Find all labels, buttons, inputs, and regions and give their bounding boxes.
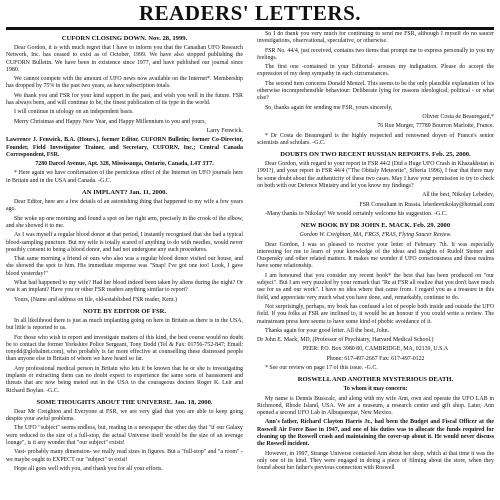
letter-heading: ROSWELL AND ANOTHER MYSTERIOUS DEATH. <box>297 376 454 384</box>
letter-address: PEER: P.O. Box 3980 80, CAMBRIDGE, MA, 02139, U.S.A <box>302 346 449 353</box>
note-paragraph: In all likelihood there is just as much implanting going on here in Britain as there is in the USA, but little is reported to us. <box>6 317 243 332</box>
letter-paragraph: Yours, (Name and address on file, old-established FSR reader, Kent.) <box>14 296 177 303</box>
letter-paragraph: The UFO "subject" seems endless, but, reading in a newspaper the other day that "if our Galaxy were reduced to the size of a full-stop, the actual Universe itself would be the size of an average lounge", is it any wonder that "our subject" exists! <box>6 425 243 447</box>
letter-paragraph: So, thanks again for sending me FSR, yours sincerely, <box>265 104 393 111</box>
letter-signature: Olivier Costa de Beauregard,* <box>422 113 494 120</box>
letter-signature: All the best, Nikolay Lebedev, <box>422 192 494 199</box>
letter-paragraph: That same morning a friend of ours who also was a regular blood donor visited our house, and she showed the spot to him. His immediate response was "Snap! I've got one too! Look, I gave blood yesterday!" <box>6 256 243 277</box>
letter-paragraph: Dear Editor, here are a few details of an astonishing thing that happened to my wife a few years ago. <box>6 199 243 213</box>
letter-paragraph: We cannot compete with the amount of UFO news now available on the Internet*. Membership has dropped by 75% in the past two years, as have subscription totals. <box>6 76 243 90</box>
letter-signature: Larry Fenwick. <box>206 127 243 134</box>
letter-paragraph: Thanks again for your good letter. All the best, John. <box>265 327 390 334</box>
note-heading: NOTE BY EDITOR OF FSR. <box>82 307 167 315</box>
letter-paragraph: Ann's father, Richard Clayton Harris Jr., had been the Budget and Fiscal Officer at the Roswell Air Force Base in 1947, and one of his duties was to allocate the funds required for cleaning up the Roswell crash and maintaining the cover-up about it. He would never discuss the Roswell incident. <box>257 419 494 448</box>
title-rule <box>6 27 494 30</box>
letter-paragraph: Vast- probably many dimension- we really read sizes in figures. But a "full-stop" and "a room" - we maybe ought to EXPECT our "subject" to exist! <box>6 449 243 463</box>
letter-paragraph: Hope all goes well with you, and thank you for all your efforts. <box>14 465 163 472</box>
letter-paragraph: What had happened to my wife? Had her blood indeed been taken by aliens during the night? Or was it an implant? Have you or other FSR readers anything similar to report? <box>6 280 243 294</box>
letter-paragraph: Dear Gordon, with regard to your report in FSR 44/2 (Did a Huge UFO Crash in Khazakhstan in 1991?), and your report in FSR 44/4 ("The Obitaly Meteorite", Siberia 1996), I fear that there may be some doubt about the authenticity of these two cases. May I have your permission to try to check on both with our Defence Ministry and let you know my findings? <box>257 161 494 190</box>
letter-paragraph: However, in 1997, Strange Universe contacted Ann about her shop, which at that time it was the only one of its kind. They were engaged in doing a piece of filming about the store, when they found about her father's previous connection with Roswell <box>257 450 494 472</box>
letter-paragraph: As I was myself a regular blood donor at that period, I instantly recognised that she had a typical blood-sampling puncture. But my wife is totally scared of anything to do with needles, would never possibly consent to being a blood donor, and had not undergone any such procedures. <box>6 232 243 253</box>
letter-paragraph: My name is Dennis Busscalc, and along with my wife Ann, own and operate the UFO LAB in Richmond, Rhode Island, USA. We are a museum, a research center and gift shop. Later, Ann opened a second UFO Lab in Albuquerque, New Mexico. <box>257 395 494 417</box>
letter-heading: CUFORN CLOSING DOWN. Nov. 28, 1999. <box>61 35 188 42</box>
letter-credentials: Lawrence J. Fenwick, B.A. (Hours.), former Editor, CUFORN Bulletin; former Co-Director, Founder, Field Investigator Trainer, and Secretary, CUFORN, Inc.; Central Canada Correspondent, FSR. <box>6 137 243 158</box>
letter-paragraph: I will continue in ufology on an independent basis. <box>14 109 134 116</box>
letter-paragraph: We thank you and FSR for your kind support in the past, and wish you well in the future. FSR has always been, and will continue to be, the finest publication of its type in the world. <box>6 92 243 107</box>
letter-paragraph: Dear Mr Creighton and Everyone at FSR, we are very glad that you are able to keep going despite your awful problems. <box>6 408 243 423</box>
editor-footnote: * Dr Costa de Beauregard is the highly respected and renowned doyen of France's senior scientists and scholars. -G.C. <box>257 132 494 146</box>
letter-paragraph: Not surprisingly, perhaps, my book has confused a lot of people both inside and outside the UFO field. If you folks at FSR are inclined to, it would be an honour if you could write a review. The mainstream press here seems to have some kind of phobic avoidance of it. <box>257 303 494 325</box>
letter-paragraph: Dear Gordon, I was so pleased to receive your letter of February 7th. It was especially interesting for me to learn of your knowledge of the ideas and insights of Rudolf Steiner and Ouspensky and other related matters. It makes me wonder if UFO consciousness and these realms have some relationship. <box>257 241 494 270</box>
letter-heading: AN IMPLANT? Jan. 11, 2000. <box>81 189 168 197</box>
right-column <box>257 31 494 500</box>
letter-paragraph: She woke up one morning and found a spot on her right arm, precisely in the crook of the elbow, and she showed it to me. <box>6 215 243 229</box>
letter-paragraph: Dear Gordon, it is with much regret that I have to inform you that the Canadian UFO Research Network, Inc. has ceased to exist as of October, 1999. We have also stopped publishing the CUFORN Bulletin. We have been in existence since 1977, and have published our journal since 1980. <box>6 45 243 73</box>
letter-paragraph: FSR No. 44/4, just received, contains two items that prompt me to express personally to you my feelings. <box>257 47 494 61</box>
letter-phone: Phone: 617-497-2667 Fax: 617-497-0122 <box>326 355 425 362</box>
letter-paragraph: The second item concerns Donald Menzel. This seems to be the only plausible explanation of his otherwise incomprehensible behaviour: Deliberate lying for reasons ideological, political - or what else? <box>257 80 494 102</box>
left-column <box>6 31 243 500</box>
letter-paragraph: Merry Christmas and Happy New Year, and Happy Millennium to you and yours, <box>14 118 206 125</box>
letter-heading: NEW BOOK BY DR JOHN E. MACK. Feb. 29. 2000 <box>300 222 451 230</box>
editor-comment: -Many thanks to Nikolay! We would certainly welcome his suggestion. -G.C. <box>265 210 448 217</box>
letter-heading: SOME THOUGHTS ABOUT THE UNIVERSE. Jan. 18, 2000. <box>36 398 213 406</box>
letter-subheading: Gordon W. Creighton, MA, FRGS, FRAS, Flying Saucer Review. <box>299 232 452 239</box>
letter-paragraph: So I do thank you very much for continuing to send me FSR, although I myself do no saucer investigations, observational, speculative, or otherwise. <box>257 31 494 45</box>
note-paragraph: For those who wish to report and investigate matters of this kind, the best course would no doubt be to contact the former Yorkshire Police Sergeant, Tony Dodd (Tel & Fax: 01756-752-847; Email: tonydd@globalnet.com), who probably is far more effective at counselling these distressed people than anyone else in Britain of whom we have heard so far. <box>6 334 243 363</box>
editor-footnote: * See our review on page 17 of this issue. -G.C. <box>265 364 378 371</box>
note-paragraph: Any professional medical person in Britain who lets it be known that he or she is investigating implants or extracting them can no doubt expect to experience the same sorts of harassment and threats that are now being meted out in the USA to the courageous doctors Roger K. Leir and Richard Boylan. -G.C. <box>6 365 243 394</box>
page-title: READERS' LETTERS. <box>138 1 362 25</box>
letter-address: 7280 Darcel Avenue, Apt. 328, Mississauga, Ontario, Canada, L4T 3T7. <box>35 161 214 168</box>
letter-heading: DOUBTS ON TWO RECENT RUSSIAN REPORTS. Feb. 25, 2000. <box>280 151 471 159</box>
letter-paragraph: I am honoured that you consider my recent book* the best that has been produced on "our subject". But I am very puzzled by your remark that "Re at FSR all realize that you don't have much use for us and our work". I have no idea where that came from. I regard you as a treasure in this field, and appreciate very much what you have done, and, remarkably, continue to do. <box>257 272 494 301</box>
letter-address: 76 Rue Murger, 77780 Bourron Marlotte, France. <box>377 123 494 130</box>
letter-paragraph: The first one -contained in your Editorial- arouses my indignation. Please do accept the expression of my deep sympathy in such circumstances. <box>257 64 494 78</box>
letter-subheading: To whom it may concern: <box>343 386 408 393</box>
letter-contact: FSR Consultant in Russia. lebedevnikolay@hotmail.com <box>359 201 494 208</box>
letter-credentials: Dr John E. Mack, MD, (Professor of Psychiatry, Harvard Medical School.) <box>257 337 434 344</box>
editor-footnote: * Here again we have confirmation of the pernicious effect of the Internet on UFO journals here in Britain and in the USA and Canada. -G.C. <box>6 170 243 184</box>
